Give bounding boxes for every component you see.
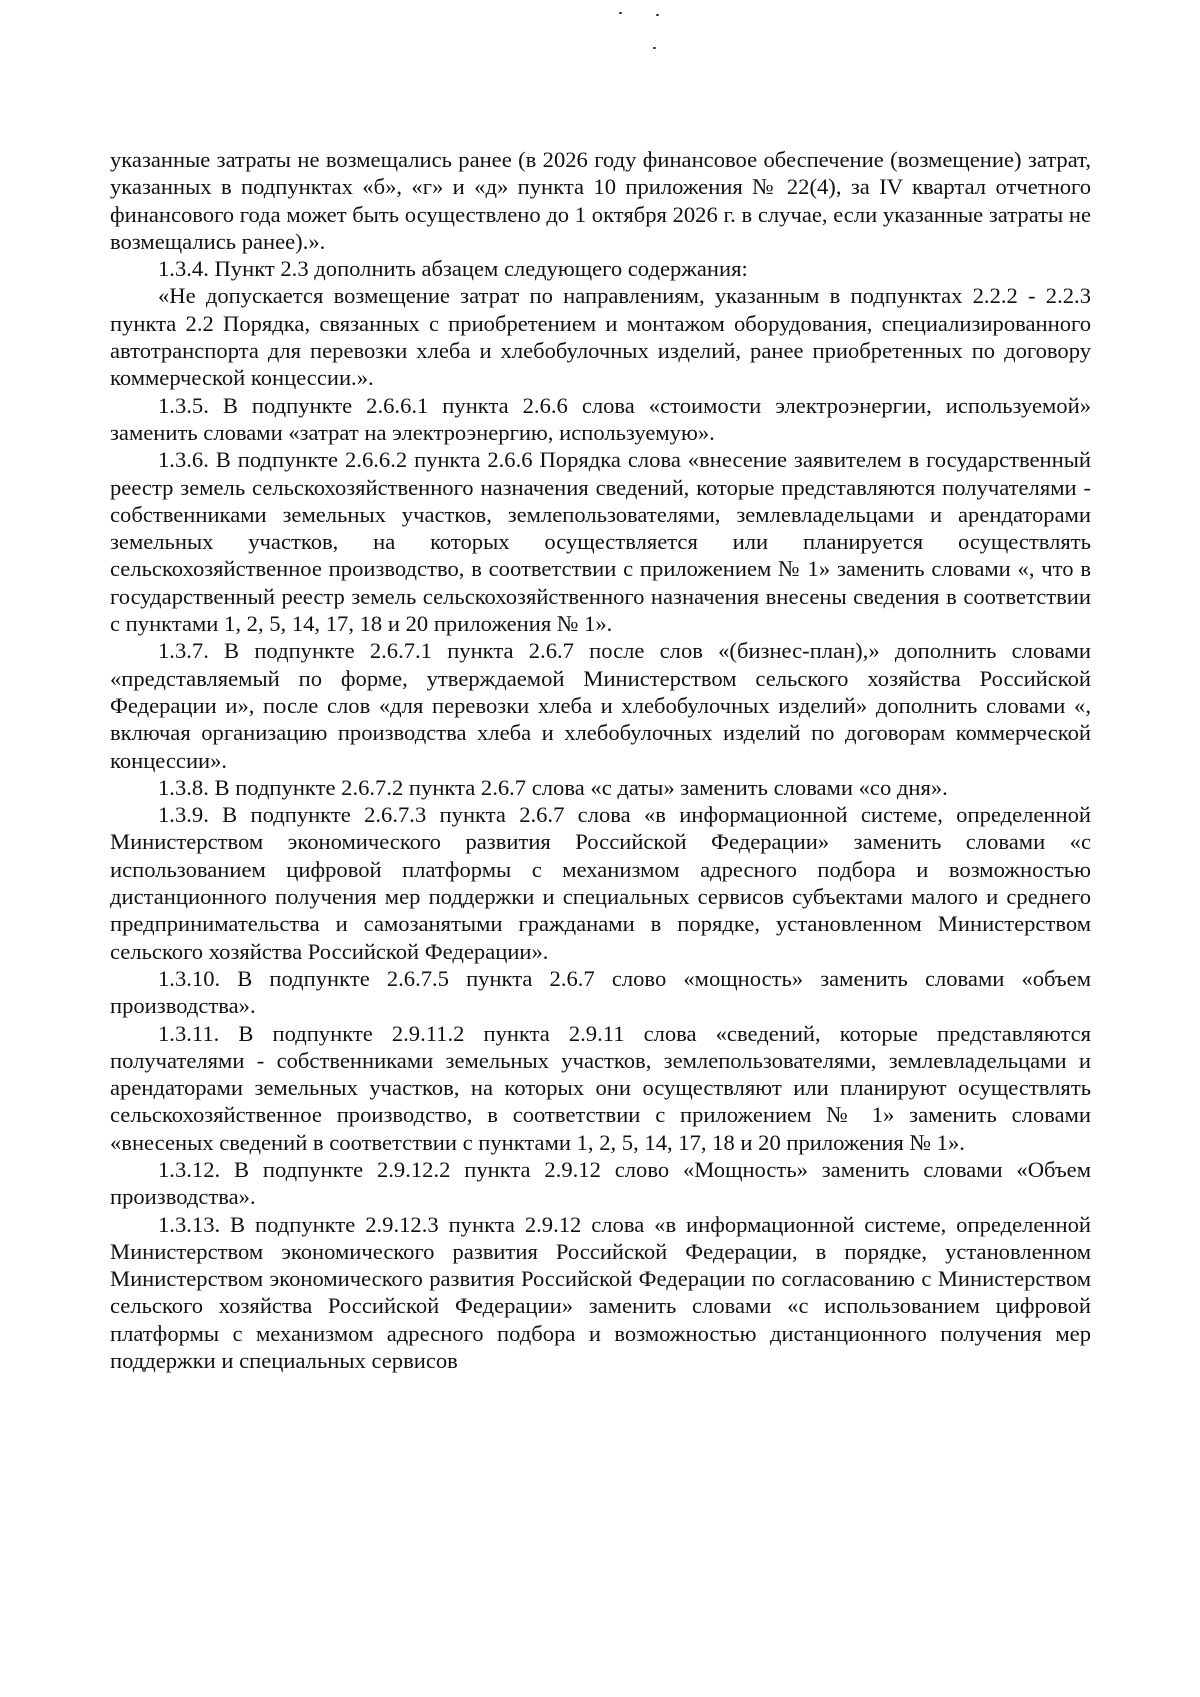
paragraph-1-3-13: 1.3.13. В подпункте 2.9.12.3 пункта 2.9.12 слова «в информационной системе, определенной Министерством экономического развития Российской Федерации, в порядке, установленном Министерством экономического развития Российской Федерации по согласованию с Министерством сельского хозяйства Российской Федерации» заменить словами «с использованием цифровой платформы с механизмом адресного подбора и возможностью дистанционного получения мер поддержки и специальных сервисов: [110, 1211, 1091, 1374]
paragraph-1-3-8: 1.3.8. В подпункте 2.6.7.2 пункта 2.6.7 слова «с даты» заменить словами «со дня».: [158, 774, 948, 800]
scan-artifact-dot: [619, 12, 622, 14]
paragraph-1-3-4-quote: «Не допускается возмещение затрат по направлениям, указанным в подпунктах 2.2.2 - 2.2.3 пункта 2.2 Порядка, связанных с приобретением и монтажом оборудования, специализированного автотранспорта для перевозки хлеба и хлебобулочных изделий, ранее приобретенных по договору коммерческой концессии.».: [110, 283, 1091, 391]
paragraph-1-3-5: 1.3.5. В подпункте 2.6.6.1 пункта 2.6.6 слова «стоимости электроэнергии, используемой» заменить словами «затрат на электроэнергию, используемую».: [110, 392, 1091, 445]
paragraph-1-3-6: 1.3.6. В подпункте 2.6.6.2 пункта 2.6.6 Порядка слова «внесение заявителем в государственный реестр земель сельскохозяйственного назначения сведений, которые представляются получателями - собственниками земельных участков, землепользователями, землевладельцами и арендаторами земельных участков, на которых осуществляется или планируется осуществлять сельскохозяйственное производство, в соответствии с приложением № 1» заменить словами «, что в государственный реестр земель сельскохозяйственного назначения внесены сведения в соответствии с пунктами 1, 2, 5, 14, 17, 18 и 20 приложения № 1».: [110, 447, 1091, 637]
paragraph-1-3-10: 1.3.10. В подпункте 2.6.7.5 пункта 2.6.7 слово «мощность» заменить словами «объем производства».: [110, 965, 1091, 1019]
paragraph-continuation: указанные затраты не возмещались ранее (в 2026 году финансовое обеспечение (возмещение) затрат, указанных в подпунктах «б», «г» и «д» пункта 10 приложения № 22(4), за IV квартал отчетного финансового года может быть осуществлено до 1 октября 2026 г. в случае, если указанные затраты не возмещались ранее).».: [110, 147, 1091, 254]
scan-artifact-dot: [653, 47, 656, 49]
paragraph-1-3-9: 1.3.9. В подпункте 2.6.7.3 пункта 2.6.7 слова «в информационной системе, определенной Министерством экономического развития Российской Федерации» заменить словами «с использованием цифровой платформы с механизмом адресного подбора и возможностью дистанционного получения мер поддержки и специальных сервисов субъектами малого и среднего предпринимательства и самозанятыми гражданами в порядке, установленном Министерством сельского хозяйства Российской Федерации».: [110, 802, 1091, 964]
paragraph-1-3-7: 1.3.7. В подпункте 2.6.7.1 пункта 2.6.7 после слов «(бизнес-план),» дополнить словами «представляемый по форме, утверждаемой Министерством сельского хозяйства Российской Федерации и», после слов «для перевозки хлеба и хлебобулочных изделий» дополнить словами «, включая организацию производства хлеба и хлебобулочных изделий по договорам коммерческой концессии».: [110, 638, 1091, 773]
scan-artifact-dot: [656, 14, 659, 16]
document-body: [110, 146, 1091, 1374]
paragraph-1-3-11: 1.3.11. В подпункте 2.9.11.2 пункта 2.9.11 слова «сведений, которые представляются получателями - собственниками земельных участков, землепользователями, землевладельцами и арендаторами земельных участков, на которых они осуществляют или планируют осуществлять сельскохозяйственное производство, в соответствии с приложением № 1» заменить словами «внесеных сведений в соответствии с пунктами 1, 2, 5, 14, 17, 18 и 20 приложения № 1».: [110, 1020, 1091, 1155]
paragraph-1-3-4: 1.3.4. Пункт 2.3 дополнить абзацем следующего содержания:: [158, 256, 748, 282]
paragraph-1-3-12: 1.3.12. В подпункте 2.9.12.2 пункта 2.9.12 слово «Мощность» заменить словами «Объем производства».: [110, 1156, 1091, 1210]
